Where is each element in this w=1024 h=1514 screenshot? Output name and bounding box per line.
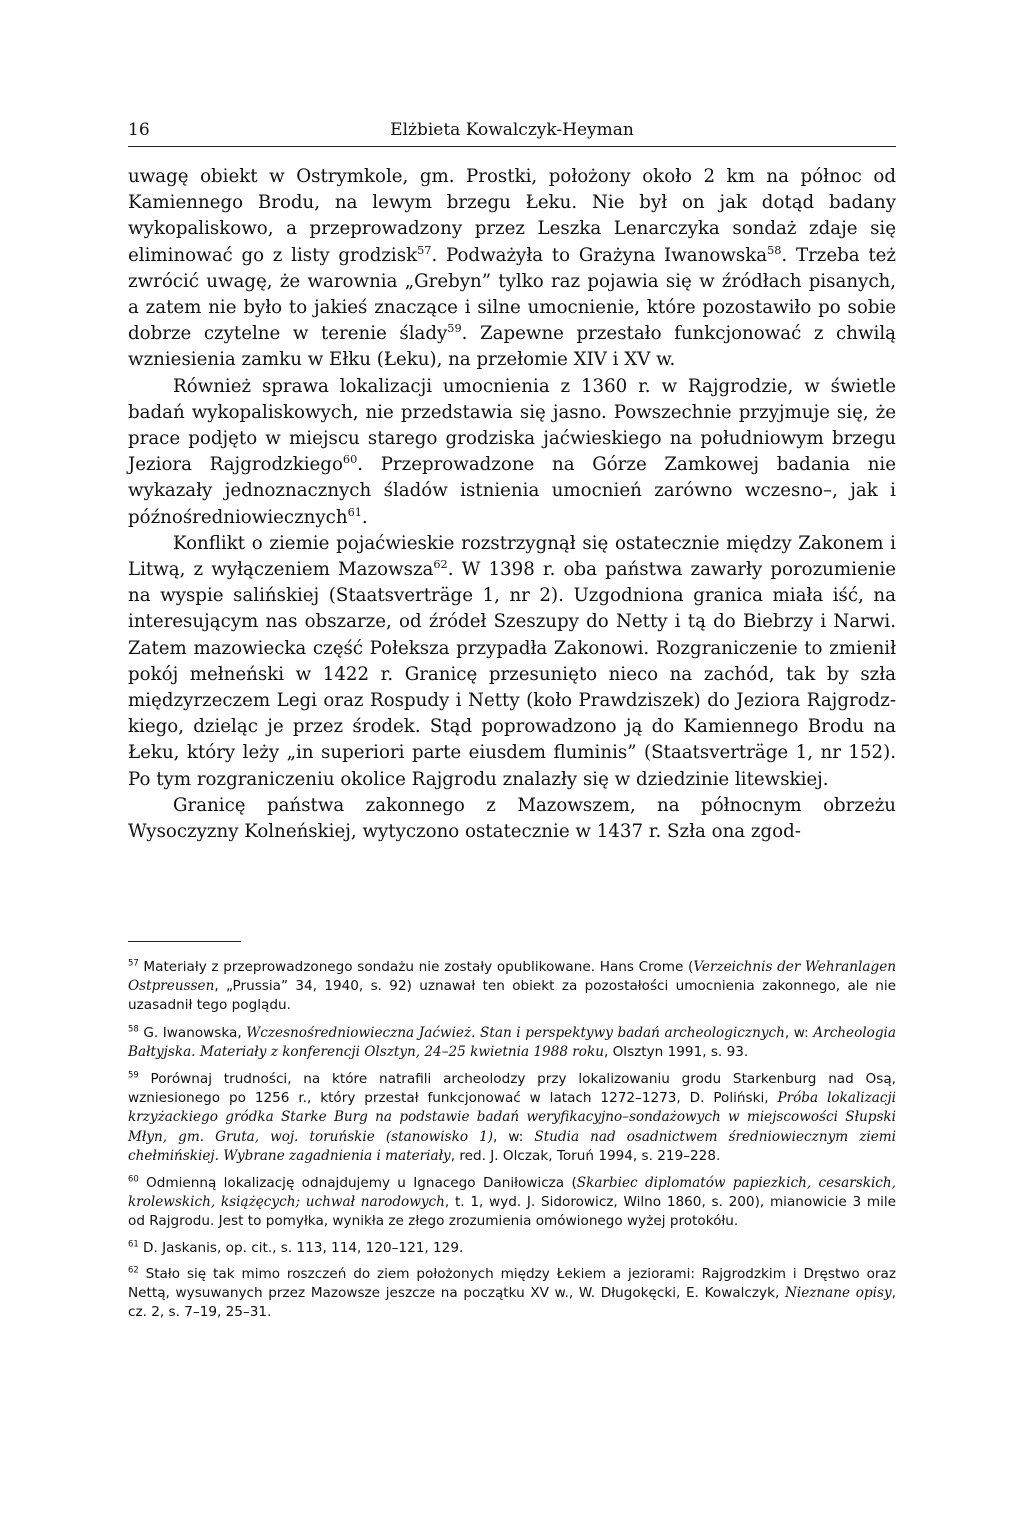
- footnote-title: Wczesnośredniowieczna Jaćwież. Stan i perspektywy badań archeologicznych: [246, 1024, 785, 1041]
- footnote-number: 58: [128, 1023, 139, 1034]
- text-run: . Przeprowadzone na Górze Zamkowej badania nie wykazały jednoznacznych śladów istnienia umocnień zarówno wczesno–, jak i późnośredniowiecznych: [128, 454, 896, 528]
- footnote-text: Stało się tak mimo roszczeń do ziem położonych między Łekiem a jeziorami: Rajgrodzkim i Dręstwo oraz Nettą, wysuwanych przez Mazowsze jeszcze na początku XV w., W. Długokęcki, E. Kowalczyk,: [128, 1265, 896, 1302]
- footnote-text: Porównaj trudności, na które natrafili archeolodzy przy lokalizowaniu grodu Starkenburg nad Osą, wzniesionego po 1256 r., który przestał funkcjonować w latach 1272–1273, D. Poliński,: [128, 1071, 896, 1107]
- text-run: Konflikt o ziemie pojaćwieskie rozstrzygnął się ostatecznie między Zakonem i Litwą, z wyłączeniem Mazowsza: [128, 532, 896, 581]
- footnote-ref-62: 62: [433, 557, 448, 571]
- text-run: . Trzeba też zwrócić uwagę, że warownia „Grebyn” tylko raz pojawia się w źródłach pisanych, a zatem nie było to jakieś znaczące i silne umocnienie, które pozostawiło po sobie dobrze czytelne w terenie ślady: [128, 244, 896, 345]
- footnote-text: , w:: [493, 1128, 535, 1145]
- footnote-text: , cz. 2, s. 7–19, 25–31.: [128, 1285, 896, 1321]
- footnote-text: , w:: [784, 1024, 814, 1041]
- footnote-ref-60: 60: [342, 453, 358, 467]
- footnote-ref-57: 57: [417, 243, 432, 257]
- text-run: Również sprawa lokalizacji umocnienia z 1360 r. w Rajgrodzie, w świetle badań wykopaliskowych, nie przedstawia się jasno. Powszechnie przyjmuje się, że prace podjęto w miejscu starego grodziska jaćwieskiego na południowym brzegu Jeziora Rajgrodzkiego: [128, 375, 896, 476]
- footnote-text: Odmienną lokalizację odnajdujemy u Ignacego Daniłowicza (: [138, 1175, 577, 1192]
- running-header: [128, 116, 896, 147]
- footnote-61: [128, 1239, 896, 1258]
- paragraph-2: [128, 374, 896, 531]
- footnote-text: Materiały z przeprowadzonego sondażu nie zostały opublikowane. Hans Crome (: [138, 959, 694, 975]
- text-run: uwagę obiekt w Ostrymkole, gm. Prostki, położony około 2 km na północ od Kamiennego Brodu, na lewym brzegu Łeku. Nie był on jak dotąd badany wykopaliskowo, a przeprowadzony przez Leszka Lenarczyka sondaż zdaje się eliminować go z listy grodzisk: [128, 166, 896, 266]
- footnote-title: Próba lokalizacji krzyżackiego gródka Starke Burg na podstawie badań weryfikacyjno–sondażowych w miejscowości Słupski Młyn, gm. Gruta, woj. toruńskie (stanowisko 1): [128, 1090, 897, 1145]
- main-text: [128, 164, 896, 845]
- footnotes: [128, 958, 896, 1330]
- footnote-ref-58: 58: [767, 243, 782, 257]
- footnote-text: , t. 1, wyd. J. Sidorowicz, Wilno 1860, s. 200), mianowicie 3 mile od Rajgrodu. Jest to pomyłka, wynikła ze złego zrozumienia omówionego wyżej protokółu.: [128, 1194, 897, 1230]
- footnote-text: G. Iwanowska,: [138, 1024, 247, 1041]
- footnote-number: 62: [128, 1264, 139, 1275]
- footnote-number: 60: [128, 1173, 139, 1184]
- paragraph-3: [128, 531, 896, 793]
- footnote-58: [128, 1024, 896, 1062]
- footnote-ref-61: 61: [347, 505, 362, 519]
- footnote-title: Verzeichnis der Wehranlagen Ostpreussen: [128, 959, 896, 995]
- page-number: 16: [128, 120, 150, 140]
- footnote-59: [128, 1070, 896, 1166]
- footnote-title: Skarbiec diplomatów papiezkich, cesarskich, krolewskich, książęcych; uchwał narodowych: [128, 1175, 896, 1211]
- footnote-60: [128, 1174, 896, 1232]
- text-run: Granicę państwa zakonnego z Mazowszem, na północnym obrzeżu Wysoczyzny Kolneńskiej, wytyczono ostatecznie w 1437 r. Szła ona zgod-: [128, 794, 896, 843]
- footnote-57: [128, 958, 896, 1016]
- footnote-text: D. Jaskanis, op. cit., s. 113, 114, 120–121, 129.: [138, 1239, 464, 1256]
- paragraph-1: [128, 164, 896, 374]
- text-run: . W 1398 r. oba państwa zawarły porozumienie na wyspie salińskiej (Staatsverträge 1, nr 2). Uzgodniona granica miała iść, na interesującym nas obszarze, od źródeł Szeszupy do Netty i tą do Biebrzy i Narwi. Zatem mazowiecka część Połeksza przypadła Zakonowi. Rozgraniczenie to zmienił pokój mełneński w 1422 r. Granicę przesunięto nieco na zachód, tak by szła międzyrzeczem Legi oraz Rospudy i Netty (koło Prawdziszek) do Jeziora Rajgrodzkiego, dzieląc je przez środek. Stąd poprowadzono ją do Kamiennego Brodu na Łeku, który leży „in superiori parte eiusdem fluminis” (Staatsverträge 1, nr 152). Po tym rozgraniczeniu okolice Rajgrodu znalazły się w dziedzinie litewskiej.: [128, 559, 896, 790]
- text-run: . Podważyła to Grażyna Iwanowska: [431, 244, 768, 266]
- text-run: . Zapewne przestało funkcjonować z chwilą wzniesienia zamku w Ełku (Łeku), na przełomie XIV i XV w.: [128, 323, 896, 371]
- footnote-text: , red. J. Olczak, Toruń 1994, s. 219–228.: [450, 1147, 721, 1164]
- text-run: .: [361, 506, 368, 528]
- footnote-text: , Olsztyn 1991, s. 93.: [603, 1043, 749, 1060]
- footnote-62: [128, 1265, 896, 1323]
- footnote-title: Nieznane opisy: [784, 1285, 892, 1302]
- footnote-text: , „Prussia” 34, 1940, s. 92) uznawał ten obiekt za pozostałości umocnienia zakonnego, ale nie uzasadnił tego poglądu.: [128, 978, 896, 1014]
- footnote-title: Archeologia Bałtyjska. Materiały z konferencji Olsztyn, 24–25 kwietnia 1988 roku: [128, 1024, 896, 1060]
- footnote-title: Studia nad osadnictwem średniowiecznym ziemi chełmińskiej. Wybrane zagadnienia i materiały: [128, 1128, 896, 1164]
- footnote-ref-59: 59: [447, 322, 462, 336]
- footnote-number: 59: [128, 1069, 139, 1080]
- running-title: Elżbieta Kowalczyk-Heyman: [390, 120, 634, 140]
- footnote-number: 61: [128, 1238, 139, 1249]
- footnote-separator: [128, 941, 241, 942]
- footnote-number: 57: [128, 957, 139, 968]
- paragraph-4: [128, 793, 896, 845]
